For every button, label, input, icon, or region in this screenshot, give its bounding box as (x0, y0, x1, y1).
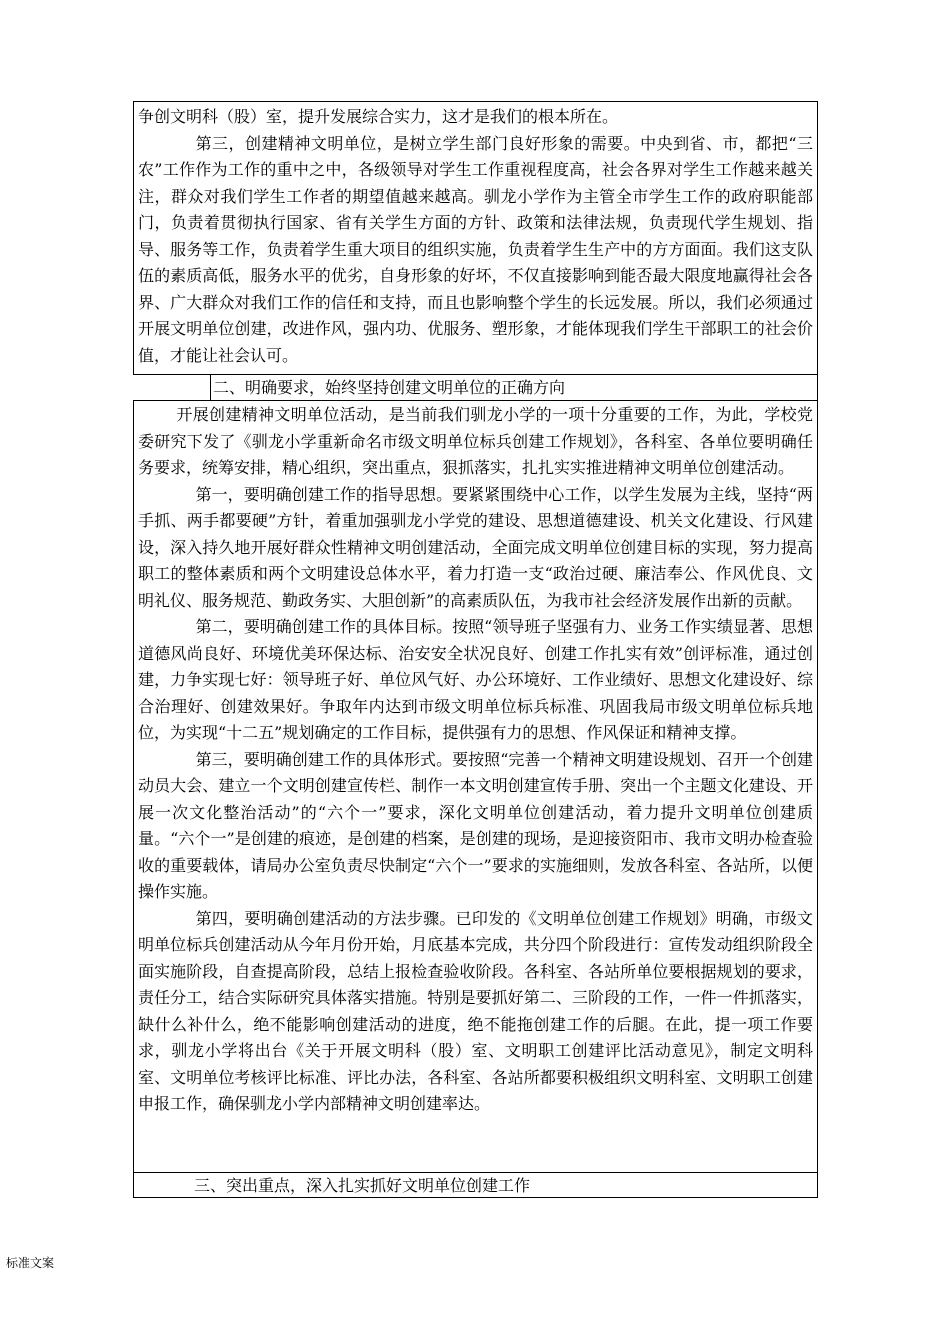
paragraph-continuation: 争创文明科（股）室，提升发展综合实力，这才是我们的根本所在。 (138, 107, 619, 126)
paragraph-third-point: 第三，要明确创建工作的具体形式。要按照“完善一个精神文明建设规划、召开一个创建动员大会、建立一个文明创建宣传栏、制作一本文明创建宣传手册、突出一个主题文化建设、开展一次文化整治活动”的“六个一”要求，深化文明单位创建活动，着力提升文明单位创建质量。“六个一”是创建的痕迹，是创建的档案，是创建的现场，是迎接资阳市、我市文明办检查验收的重要载体，请局办公室负责尽快制定“六个一”要求的实施细则，发放各科室、各站所，以便操作实施。 (138, 749, 813, 901)
footer-label: 标准文案 (6, 1256, 55, 1270)
paragraph-fourth-point: 第四，要明确创建活动的方法步骤。已印发的《文明单位创建工作规划》明确，市级文明单位标兵创建活动从今年月份开始，月底基本完成，共分四个阶段进行：宣传发动组织阶段全面实施阶段，自查提高阶段，总结上报检查验收阶段。各科室、各站所单位要根据规划的要求，责任分工，结合实际研究具体落实措施。特别是要抓好第二、三阶段的工作，一件一件抓落实，缺什么补什么，绝不能影响创建活动的进度，绝不能拖创建工作的后腿。在此，提一项工作要求，驯龙小学将出台《关于开展文明科（股）室、文明职工创建评比活动意见》，制定文明科室、文明单位考核评比标准、评比办法，各科室、各站所都要积极组织文明科室、文明职工创建申报工作，确保驯龙小学内部精神文明创建率达。 (138, 908, 813, 1113)
paragraph-third-point: 第三，创建精神文明单位，是树立学生部门良好形象的需要。中央到省、市，都把“三农”工作作为工作的重中之中，各级领导对学生工作重视程度高，社会各界对学生工作越来越关注，群众对我们学生工作者的期望值越来越高。驯龙小学作为主管全市学生工作的政府职能部门，负责着贯彻执行国家、省有关学生方面的方针、政策和法律法规，负责现代学生规划、指导、服务等工作，负责着学生重大项目的组织实施，负责着学生生产中的方方面面。我们这支队伍的素质高低，服务水平的优劣，自身形象的好坏，不仅直接影响到能否最大限度地赢得社会各界、广大群众对我们工作的信任和支持，而且也影响整个学生的长远发展。所以，我们必须通过开展文明单位创建，改进作风，强内功、优服务、塑形象，才能体现我们学生干部职工的社会价值，才能让社会认可。 (138, 133, 813, 365)
paragraph-intro: 开展创建精神文明单位活动，是当前我们驯龙小学的一项十分重要的工作，为此，学校党委研究下发了《驯龙小学重新命名市级文明单位标兵创建工作规划》，各科室、各单位要明确任务要求，统筹安排，精心组织，突出重点，狠抓落实，扎扎实实推进精神文明单位创建活动。 (138, 405, 813, 477)
table-cell-block-2 (133, 400, 818, 1173)
paragraph-second-point: 第二，要明确创建工作的具体目标。按照“领导班子坚强有力、业务工作实绩显著、思想道德风尚良好、环境优美环保达标、治安安全状况良好、创建工作扎实有效”创评标准，通过创建，力争实现七好：领导班子好、单位风气好、办公环境好、工作业绩好、思想文化建设好、综合治理好、创建效果好。争取年内达到市级文明单位标兵标准、巩固我局市级文明单位标兵地位，为实现“十二五”规划确定的工作目标，提供强有力的思想、作风保证和精神支撑。 (138, 617, 813, 742)
paragraph-first-point: 第一，要明确创建工作的指导思想。要紧紧围绕中心工作，以学生发展为主线，坚持“两手抓、两手都要硬”方针，着重加强驯龙小学党的建设、思想道德建设、机关文化建设、行风建设，深入持久地开展好群众性精神文明创建活动，全面完成文明单位创建目标的实现，努力提高职工的整体素质和两个文明建设总体水平，着力打造一支“政治过硬、廉洁奉公、作风优良、文明礼仪、服务规范、勤政务实、大胆创新”的高素质队伍，为我市社会经济发展作出新的贡献。 (138, 484, 813, 610)
section-heading-2: 二、明确要求，始终坚持创建文明单位的正确方向 (210, 375, 818, 400)
section-heading-3: 三、突出重点，深入扎实抓好文明单位创建工作 (133, 1173, 818, 1198)
table-cell-block-1 (133, 101, 818, 375)
